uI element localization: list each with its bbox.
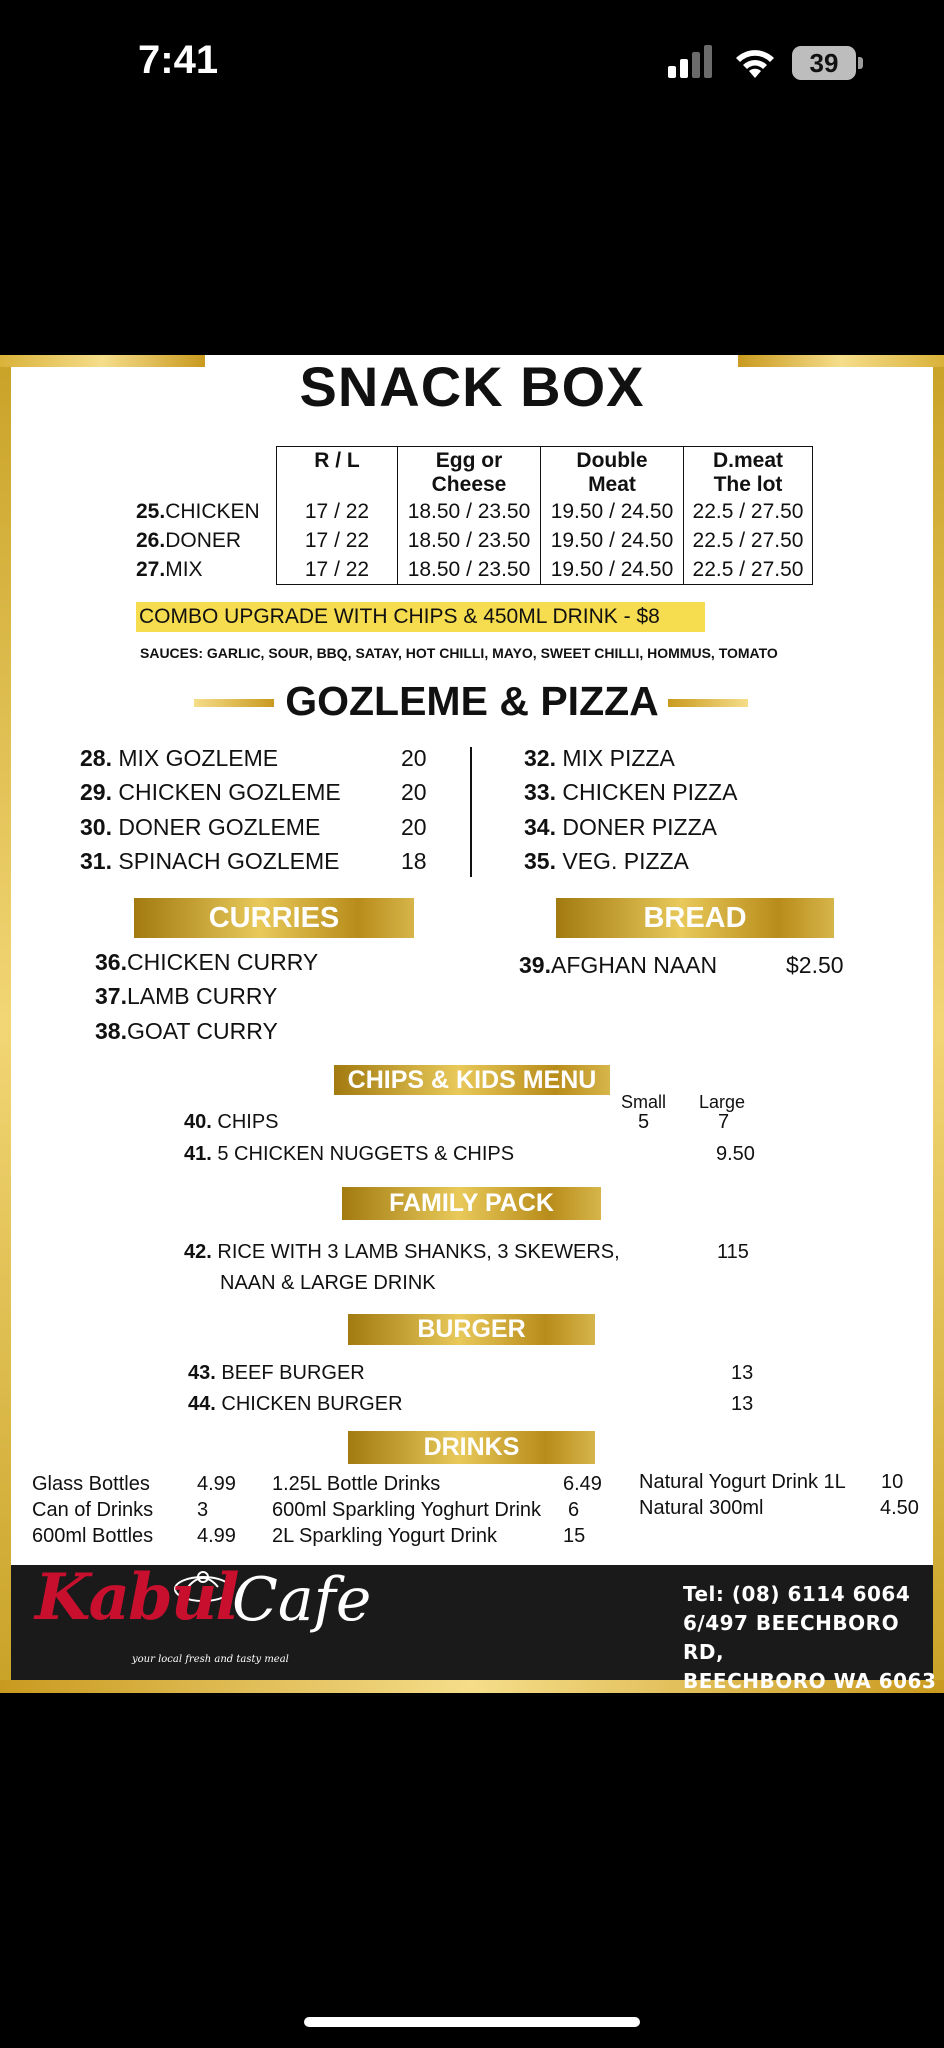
drink-name: 600ml Bottles [32,1525,154,1547]
chips-kids-banner: CHIPS & KIDS MENU [334,1065,610,1095]
gold-frame-left [0,355,11,1693]
col-header-small: Small [621,1092,667,1112]
menu-item: 44. CHICKEN BURGER [188,1393,403,1415]
item-price: 13 [731,1362,754,1384]
drinks-banner: DRINKS [348,1431,595,1464]
menu-item: 43. BEEF BURGER [188,1362,365,1384]
item-price: $2.50 [786,952,844,978]
signal-icon [668,44,718,80]
home-indicator[interactable] [304,2017,640,2027]
contact-info [683,1580,944,1696]
item-price: 18 [401,848,427,874]
wifi-icon [733,46,777,80]
item-price: 20 [401,814,427,840]
item-price: 115 [717,1241,749,1263]
title-rule-right [668,699,748,707]
status-time: 7:41 [138,38,219,82]
col-header-lot: D.meat The lot [684,447,813,498]
address-line-2: BEECHBORO WA 6063 [683,1669,937,1693]
gold-frame-right [933,355,944,1693]
phone-number: Tel: (08) 6114 6064 [683,1582,911,1606]
sauces-list: SAUCES: GARLIC, SOUR, BBQ, SATAY, HOT CHILLI, MAYO, SWEET CHILLI, HOMMUS, TOMATO [140,645,778,661]
menu-item: 33. CHICKEN PIZZA [524,779,738,805]
drink-price: 10 [881,1471,904,1493]
item-price: 13 [731,1393,754,1415]
logo-tagline: your local fresh and tasty meal [132,1654,289,1665]
menu-item: 30. DONER GOZLEME [80,814,321,840]
item-price-small: 5 [638,1111,650,1133]
menu-item: 40. CHIPS [184,1111,279,1133]
col-header-large: Large [699,1092,746,1112]
drink-name: Natural Yogurt Drink 1L [639,1471,846,1493]
drink-price: 15 [563,1525,586,1547]
burger-banner: BURGER [348,1314,595,1345]
address-line-1: 6/497 BEECHBORO RD, [683,1611,900,1664]
table-row: 27.MIX 17 / 22 18.50 / 23.50 19.50 / 24.50 22.5 / 27.50 [132,555,813,585]
title-rule-left [194,699,274,707]
drink-name: 600ml Sparkling Yoghurt Drink [272,1499,542,1521]
drink-price: 6 [568,1499,580,1521]
item-price: 20 [401,779,427,805]
menu-item: 29. CHICKEN GOZLEME [80,779,341,805]
bread-banner: BREAD [556,898,834,938]
menu-item: 42. RICE WITH 3 LAMB SHANKS, 3 SKEWERS, [184,1241,620,1263]
item-price: 20 [401,745,427,771]
drink-price: 6.49 [563,1473,602,1495]
logo-cafe: Cafe [232,1565,372,1635]
menu-item: 36.CHICKEN CURRY [95,949,319,975]
gozleme-pizza-title: GOZLEME & PIZZA [285,678,659,724]
menu-item: 28. MIX GOZLEME [80,745,279,771]
col-header-double: Double Meat [541,447,684,498]
snack-box-title: SNACK BOX [299,355,645,418]
curries-banner: CURRIES [134,898,414,938]
menu-item: 37.LAMB CURRY [95,983,278,1009]
drink-name: Can of Drinks [32,1499,154,1521]
drink-price: 4.99 [197,1525,236,1547]
item-price-large: 7 [718,1111,730,1133]
battery-tip [858,57,863,69]
logo-kabul: Kabul [35,1560,238,1635]
battery-icon: 39 [792,46,856,80]
table-row: 25.CHICKEN 17 / 22 18.50 / 23.50 19.50 / 24.50 22.5 / 27.50 [132,497,813,526]
drink-price: 4.50 [880,1497,919,1519]
menu-item: 32. MIX PIZZA [524,745,675,771]
drink-name: 1.25L Bottle Drinks [272,1473,441,1495]
column-divider [470,747,472,877]
menu-item: 41. 5 CHICKEN NUGGETS & CHIPS [184,1143,515,1165]
menu-item-line2: NAAN & LARGE DRINK [220,1272,436,1294]
combo-upgrade-banner: COMBO UPGRADE WITH CHIPS & 450ML DRINK - $8 [136,602,705,632]
col-header-rl: R / L [277,447,398,498]
item-price-large: 9.50 [716,1143,755,1165]
drink-price: 3 [197,1499,209,1521]
menu-item: 38.GOAT CURRY [95,1018,278,1044]
menu-item: 39.AFGHAN NAAN [519,952,718,978]
family-pack-banner: FAMILY PACK [342,1187,601,1220]
snack-box-table [132,446,813,585]
table-row: 26.DONER 17 / 22 18.50 / 23.50 19.50 / 24.50 22.5 / 27.50 [132,526,813,555]
drink-name: Glass Bottles [32,1473,150,1495]
menu-item: 35. VEG. PIZZA [524,848,689,874]
drink-name: 2L Sparkling Yogurt Drink [272,1525,497,1547]
drink-price: 4.99 [197,1473,236,1495]
menu-item: 34. DONER PIZZA [524,814,717,840]
menu-item: 31. SPINACH GOZLEME [80,848,340,874]
drink-name: Natural 300ml [639,1497,764,1519]
col-header-egg: Egg or Cheese [398,447,541,498]
